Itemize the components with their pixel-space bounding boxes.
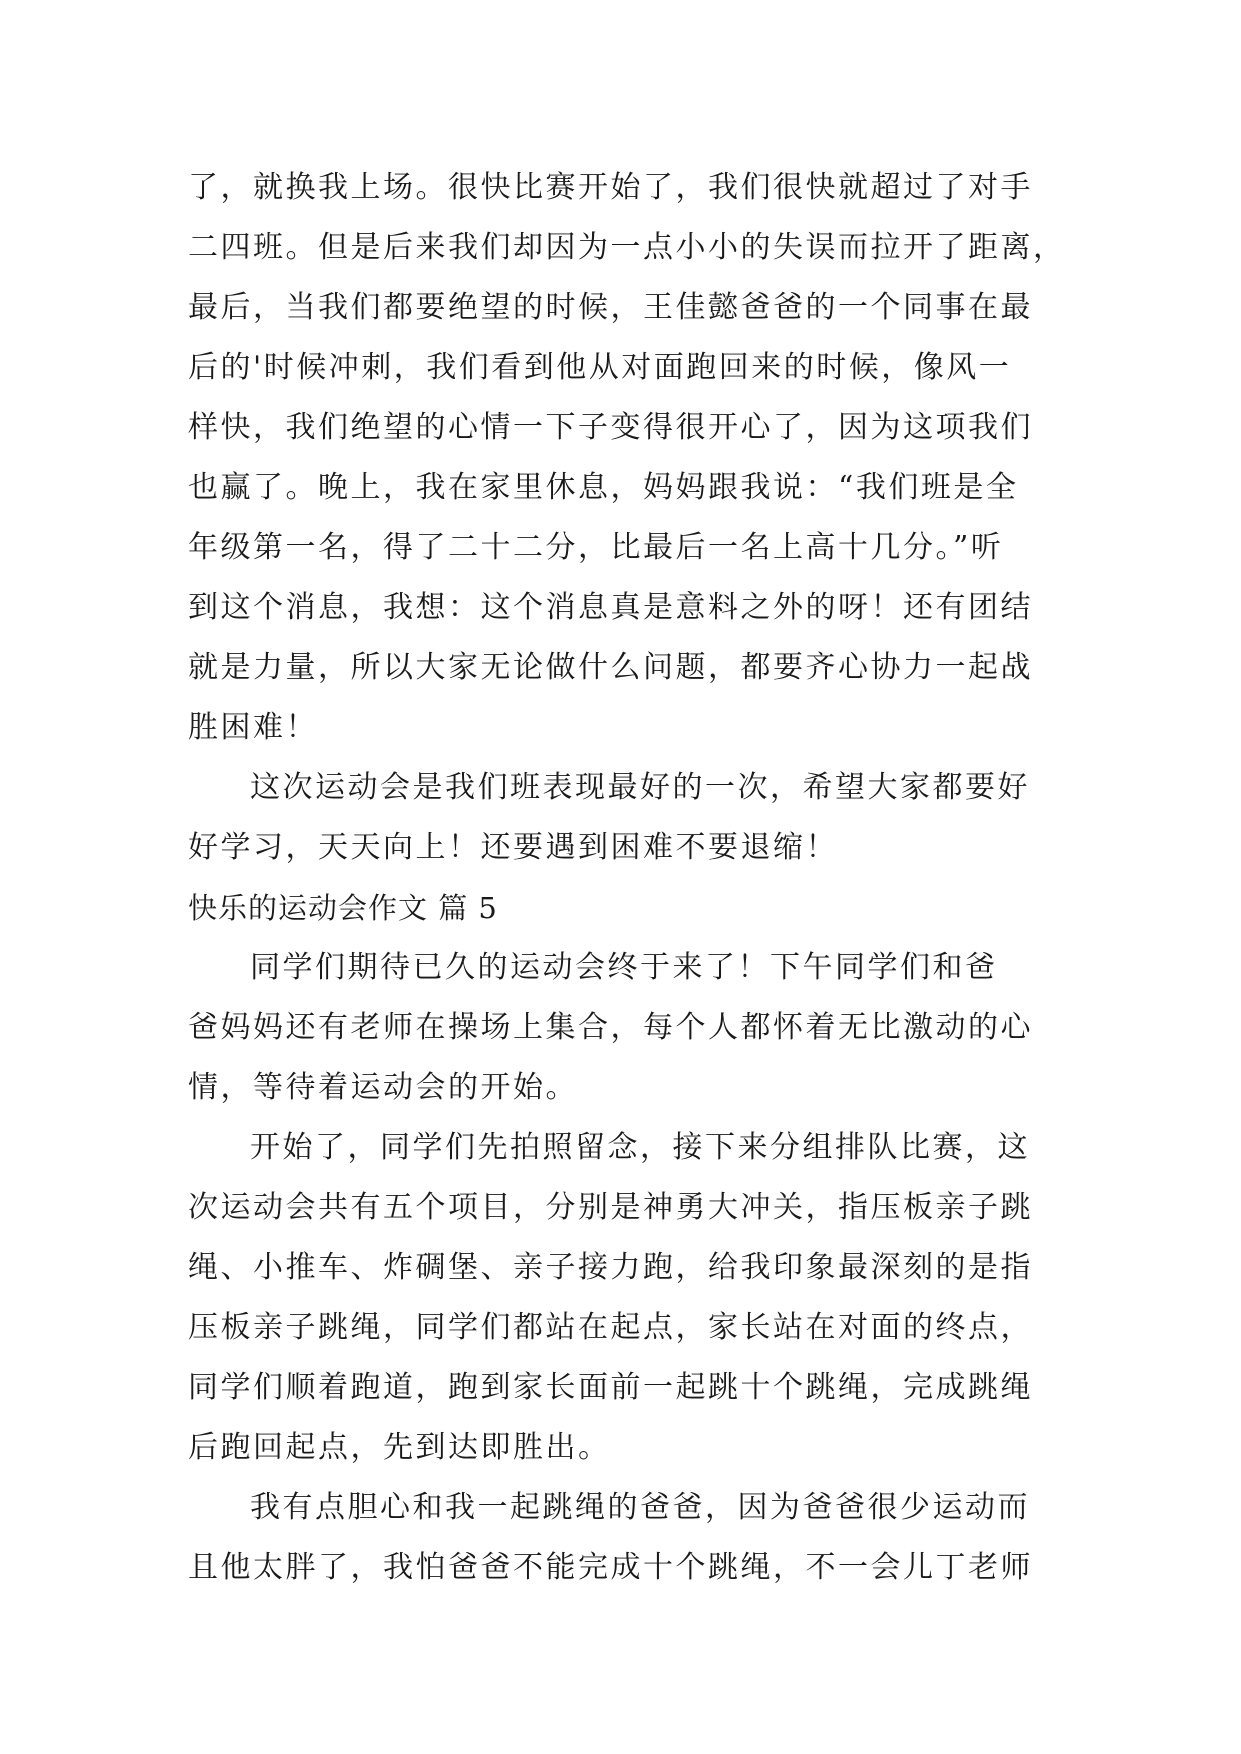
text-line: 二四班。但是后来我们却因为一点小小的失误而拉开了距离， [188,230,1066,265]
paragraph [188,758,1083,878]
text-line: 压板亲子跳绳，同学们都站在起点，家长站在对面的终点， [188,1310,1033,1345]
text-line: 也赢了。晚上，我在家里休息，妈妈跟我说：“我们班是全 [188,470,1019,505]
text-line: 同学们顺着跑道，跑到家长面前一起跳十个跳绳，完成跳绳 [188,1370,1033,1405]
text-line: 就是力量，所以大家无论做什么问题，都要齐心协力一起战 [188,650,1033,685]
paragraph [188,938,1083,1118]
text-line: 后的'时候冲刺，我们看到他从对面跑回来的时候，像风一 [188,350,1012,385]
paragraph-continuation [188,158,1083,758]
text-line: 后跑回起点，先到达即胜出。 [188,1430,611,1465]
paragraph [188,1478,1083,1598]
text-line: 到这个消息，我想：这个消息真是意料之外的呀！还有团结 [188,590,1033,625]
text-line: 开始了，同学们先拍照留念，接下来分组排队比赛，这 [250,1130,1030,1165]
heading-text: 快乐的运动会作文 篇 5 [188,891,498,925]
text-line: 年级第一名，得了二十二分，比最后一名上高十几分。”听 [188,530,1004,565]
paragraph [188,1118,1083,1478]
text-line: 最后，当我们都要绝望的时候，王佳懿爸爸的一个同事在最 [188,290,1033,325]
text-line: 我有点胆心和我一起跳绳的爸爸，因为爸爸很少运动而 [250,1490,1030,1525]
section-heading [188,878,1083,938]
text-line: 爸妈妈还有老师在操场上集合，每个人都怀着无比激动的心 [188,1010,1033,1045]
text-line: 绳、小推车、炸碉堡、亲子接力跑，给我印象最深刻的是指 [188,1250,1033,1285]
text-line: 好学习，天天向上！还要遇到困难不要退缩！ [188,830,838,865]
text-line: 次运动会共有五个项目，分别是神勇大冲关，指压板亲子跳 [188,1190,1033,1225]
text-line: 情，等待着运动会的开始。 [188,1070,578,1105]
text-line: 且他太胖了，我怕爸爸不能完成十个跳绳，不一会儿丁老师 [188,1550,1033,1585]
text-line: 样快，我们绝望的心情一下子变得很开心了，因为这项我们 [188,410,1033,445]
text-line: 胜困难！ [188,710,318,745]
text-line: 同学们期待已久的运动会终于来了！下午同学们和爸 [250,950,998,985]
text-line: 了，就换我上场。很快比赛开始了，我们很快就超过了对手 [188,170,1033,205]
document-body [188,158,1083,1598]
text-line: 这次运动会是我们班表现最好的一次，希望大家都要好 [250,770,1030,805]
